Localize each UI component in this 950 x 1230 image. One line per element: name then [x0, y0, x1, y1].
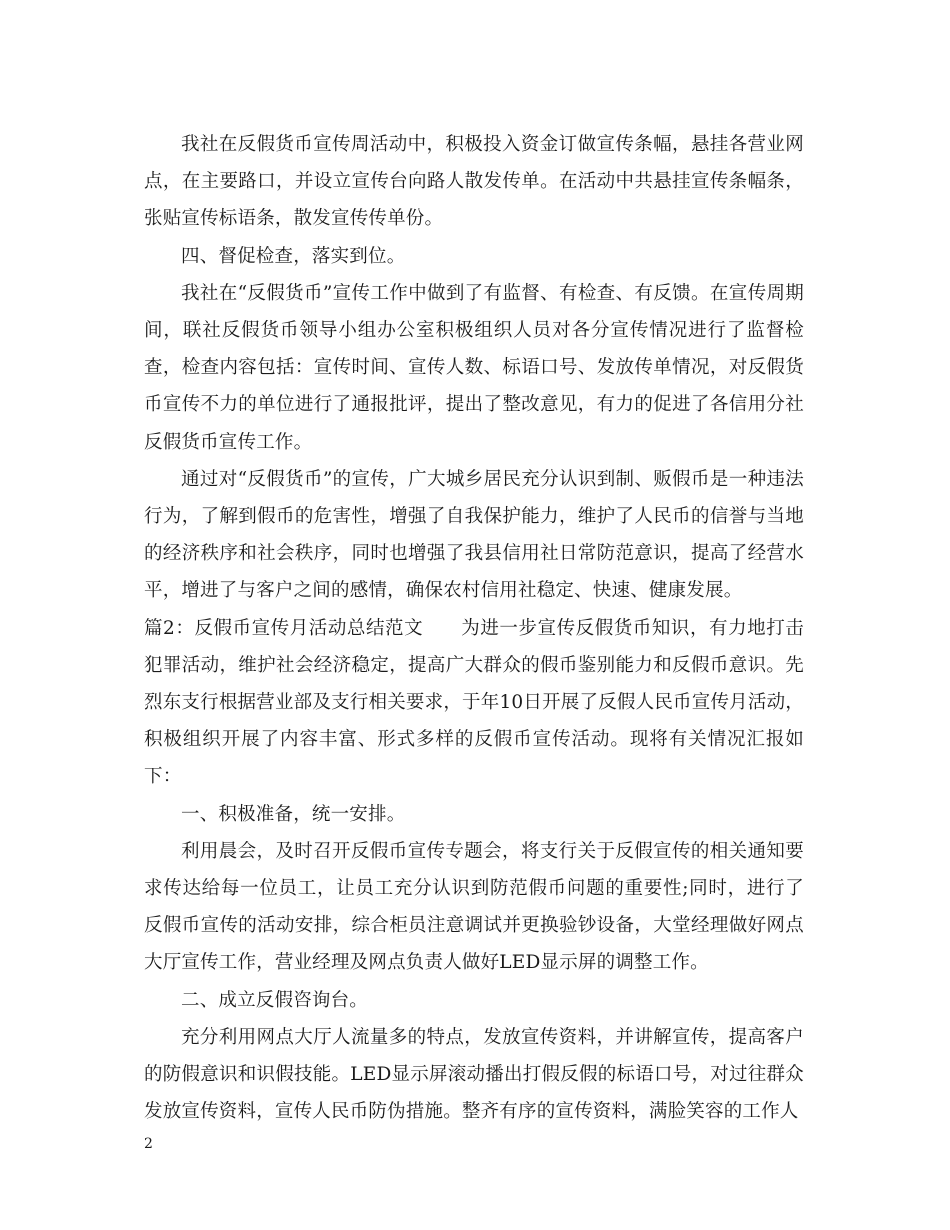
paragraph: 通过对“反假货币”的宣传，广大城乡居民充分认识到制、贩假币是一种违法行为，了解到假币的危害性，增强了自我保护能力，维护了人民币的信誉与当地的经济秩序和社会秩序，同时也增强了我县信用社日常防范意识，提高了经营水平，增进了与客户之间的感情，确保农村信用社稳定、快速、健康发展。 — [144, 468, 804, 602]
paragraph: 利用晨会，及时召开反假币宣传专题会，将支行关于反假宣传的相关通知要求传达给每一位员工，让员工充分认识到防范假币问题的重要性;同时，进行了反假币宣传的活动安排，综合柜员注意调试并更换验钞设备，大堂经理做好网点大厅宣传工作，营业经理及网点负责人做好LED显示屏的调整工作。 — [144, 840, 804, 974]
paragraph: 我社在反假货币宣传周活动中，积极投入资金订做宣传条幅，悬挂各营业网点，在主要路口，并设立宣传台向路人散发传单。在活动中共悬挂宣传条幅条，张贴宣传标语条，散发宣传传单份。 — [144, 134, 804, 230]
article-title-paragraph: 篇2：反假币宣传月活动总结范文 为进一步宣传反假货币知识，有力地打击犯罪活动，维护社会经济稳定，提高广大群众的假币鉴别能力和反假币意识。先烈东支行根据营业部及支行相关要求，于年10日开展了反假人民币宣传月活动，积极组织开展了内容丰富、形式多样的反假币宣传活动。现将有关情况汇报如下： — [144, 617, 804, 788]
section-heading: 四、督促检查，落实到位。 — [181, 245, 406, 267]
section-heading: 一、积极准备，统一安排。 — [181, 803, 406, 825]
paragraph: 充分利用网点大厅人流量多的特点，发放宣传资料，并讲解宣传，提高客户的防假意识和识假技能。LED显示屏滚动播出打假反假的标语口号，对过往群众发放宣传资料，宣传人民币防伪措施。整齐有序的宣传资料，满脸笑容的工作人 — [144, 1026, 804, 1123]
section-heading: 二、成立反假咨询台。 — [181, 989, 369, 1011]
page-number: 2 — [144, 1136, 153, 1152]
document-body — [144, 126, 804, 1130]
paragraph: 我社在“反假货币”宣传工作中做到了有监督、有检查、有反馈。在宣传周期间，联社反假货币领导小组办公室积极组织人员对各分宣传情况进行了监督检查，检查内容包括：宣传时间、宣传人数、标语口号、发放传单情况，对反假货币宣传不力的单位进行了通报批评，提出了整改意见，有力的促进了各信用分社反假货币宣传工作。 — [144, 282, 804, 453]
